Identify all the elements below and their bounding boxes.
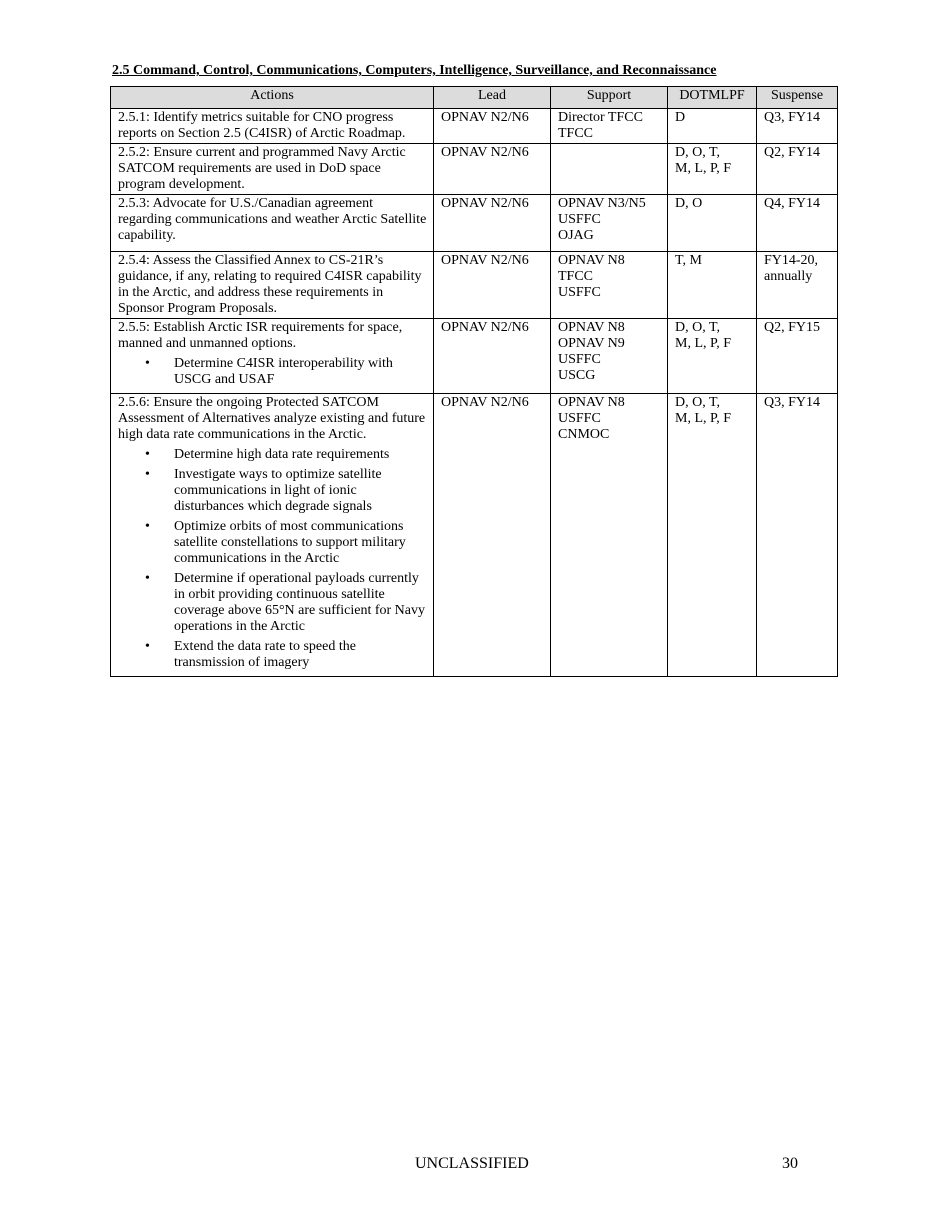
bullet-item: • Optimize orbits of most communications satellite constellations to support military communications in the Arctic [174,519,429,567]
support-cell [551,195,668,252]
action-text: 2.5.1: Identify metrics suitable for CNO progress reports on Section 2.5 (C4ISR) of Arctic Roadmap. [118,110,406,141]
support-entry: OPNAV N8 [558,253,625,268]
dotmlpf-entry: D [675,110,686,125]
lead-cell: OPNAV N2/N6 [434,109,551,144]
classification-marking: UNCLASSIFIED [415,1155,529,1172]
bullet-item: • Determine C4ISR interoperability with USCG and USAF [174,356,429,388]
action-cell [111,109,434,144]
support-entry: USCG [558,368,596,383]
lead-cell: OPNAV N2/N6 [434,394,551,677]
support-entry: USFFC [558,352,601,367]
dotmlpf-entry: T, M [675,253,702,268]
suspense-cell: Q3, FY14 [757,109,838,144]
lead-cell: OPNAV N2/N6 [434,144,551,195]
table-row [111,195,838,252]
support-entry: OPNAV N8 [558,320,625,335]
dotmlpf-entry: D, O, T, [675,145,720,160]
dotmlpf-entry: D, O [675,196,703,211]
support-entry: CNMOC [558,427,610,442]
dotmlpf-cell [668,319,757,394]
dotmlpf-entry: D, O, T, [675,395,720,410]
support-entry: OPNAV N3/N5 [558,196,646,211]
support-entry: USFFC [558,212,601,227]
header-support: Support [551,87,668,109]
support-cell [551,394,668,677]
dotmlpf-cell [668,252,757,319]
support-entry: OPNAV N8 [558,395,625,410]
header-suspense: Suspense [757,87,838,109]
support-entry: USFFC [558,285,601,300]
support-entry: TFCC [558,126,594,141]
action-text: 2.5.2: Ensure current and programmed Navy Arctic SATCOM requirements are used in DoD space program development. [118,145,406,192]
action-text: 2.5.3: Advocate for U.S./Canadian agreement regarding communications and weather Arctic Satellite capability. [118,196,427,243]
bullet-list [118,447,429,671]
lead-cell: OPNAV N2/N6 [434,319,551,394]
table-row [111,252,838,319]
table-row [111,109,838,144]
section-heading: 2.5 Command, Control, Communications, Computers, Intelligence, Surveillance, and Reconnaissance [112,63,717,78]
page-number: 30 [782,1155,798,1172]
suspense-cell: Q2, FY14 [757,144,838,195]
table-header-row [111,87,838,109]
action-text: 2.5.5: Establish Arctic ISR requirements for space, manned and unmanned options. [118,320,403,351]
action-text: 2.5.6: Ensure the ongoing Protected SATCOM Assessment of Alternatives analyze existing and future high data rate communications in the Arctic. [118,395,426,442]
suspense-cell: Q2, FY15 [757,319,838,394]
header-lead: Lead [434,87,551,109]
support-entry: USFFC [558,411,601,426]
action-text: 2.5.4: Assess the Classified Annex to CS-21R’s guidance, if any, relating to required C4ISR capability in the Arctic, and address these requirements in Sponsor Program Proposals. [118,253,422,316]
action-cell [111,144,434,195]
support-entry: OPNAV N9 [558,336,625,351]
suspense-cell: Q3, FY14 [757,394,838,677]
action-cell [111,394,434,677]
support-cell [551,252,668,319]
actions-table [110,86,838,677]
dotmlpf-cell [668,195,757,252]
dotmlpf-entry: M, L, P, F [675,336,732,351]
bullet-item: • Determine if operational payloads currently in orbit providing continuous satellite coverage above 65°N are sufficient for Navy operations in the Arctic [174,571,429,635]
dotmlpf-entry: D, O, T, [675,320,720,335]
bullet-item: • Determine high data rate requirements [174,447,429,463]
lead-cell: OPNAV N2/N6 [434,252,551,319]
suspense-cell: FY14-20, annually [757,252,838,319]
header-actions: Actions [111,87,434,109]
support-entry: OJAG [558,228,594,243]
bullet-list [118,356,429,388]
dotmlpf-cell [668,109,757,144]
action-cell [111,252,434,319]
support-cell [551,109,668,144]
table-row [111,319,838,394]
bullet-item: • Extend the data rate to speed the transmission of imagery [174,639,429,671]
dotmlpf-entry: M, L, P, F [675,161,732,176]
suspense-cell: Q4, FY14 [757,195,838,252]
lead-cell: OPNAV N2/N6 [434,195,551,252]
dotmlpf-cell [668,394,757,677]
bullet-item: • Investigate ways to optimize satellite communications in light of ionic disturbances which degrade signals [174,467,429,515]
action-cell [111,195,434,252]
header-dotmlpf: DOTMLPF [668,87,757,109]
dotmlpf-cell [668,144,757,195]
support-entry: Director TFCC [558,110,643,125]
table-row [111,394,838,677]
support-cell [551,319,668,394]
support-entry: TFCC [558,269,594,284]
dotmlpf-entry: M, L, P, F [675,411,732,426]
action-cell [111,319,434,394]
support-cell [551,144,668,195]
table-row [111,144,838,195]
